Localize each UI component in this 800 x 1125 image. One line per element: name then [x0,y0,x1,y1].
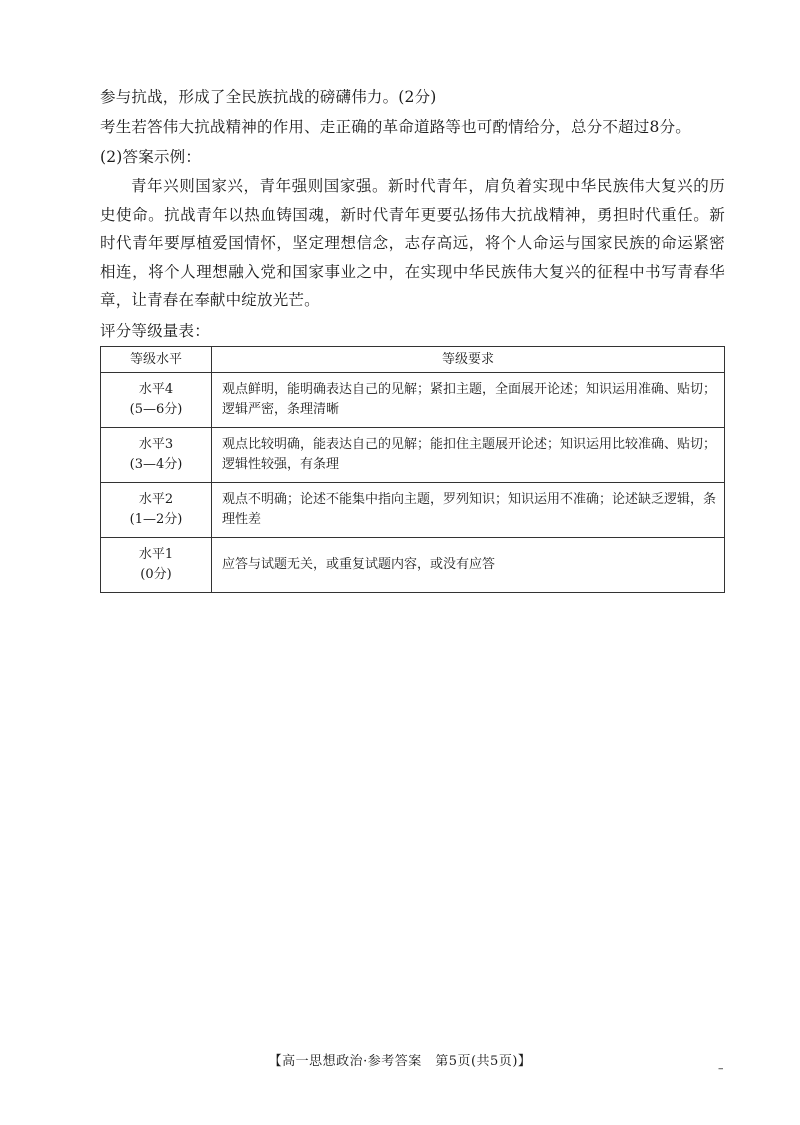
scoring-note: 考生若答伟大抗战精神的作用、走正确的革命道路等也可酌情给分，总分不超过8分。 [100,118,691,136]
answer-example-heading: (2)答案示例： [100,148,202,166]
requirement-cell: 观点比较明确，能表达自己的见解；能扣住主题展开论述；知识运用比较准确、贴切；逻辑性较强，有条理 [212,428,725,483]
level-cell [101,538,212,593]
grading-table [100,346,725,593]
table-row [101,373,725,428]
requirement-cell: 应答与试题无关，或重复试题内容，或没有应答 [212,538,725,593]
level-cell [101,428,212,483]
level-score: (0分) [140,567,172,582]
level-name: 水平4 [138,382,174,397]
level-cell [101,483,212,538]
header-requirement: 等级要求 [212,347,725,373]
level-name: 水平2 [138,492,174,507]
level-score: (3—4分) [129,457,183,472]
level-name: 水平1 [138,547,174,562]
level-score: (5—6分) [129,402,183,417]
table-row [101,428,725,483]
requirement-cell: 观点鲜明，能明确表达自己的见解；紧扣主题，全面展开论述；知识运用准确、贴切；逻辑严密，条理清晰 [212,373,725,428]
table-header-row [101,347,725,373]
corner-mark: – [718,1062,724,1075]
requirement-cell: 观点不明确；论述不能集中指向主题，罗列知识；知识运用不准确；论述缺乏逻辑，条理性差 [212,483,725,538]
table-row [101,538,725,593]
page-footer: 【高一思想政治·参考答案 第5页(共5页)】 [268,1054,532,1069]
answer-line-1: 参与抗战，形成了全民族抗战的磅礴伟力。(2分) [100,88,437,106]
table-row [101,483,725,538]
header-level: 等级水平 [101,347,212,373]
level-cell [101,373,212,428]
table-caption: 评分等级量表： [100,322,210,340]
level-name: 水平3 [138,437,174,452]
essay-paragraph: 青年兴则国家兴，青年强则国家强。新时代青年，肩负着实现中华民族伟大复兴的历史使命。抗战青年以热血铸国魂，新时代青年更要弘扬伟大抗战精神，勇担时代重任。新时代青年要厚植爱国情怀，坚定理想信念，志存高远，将个人命运与国家民族的命运紧密相连，将个人理想融入党和国家事业之中，在实现中华民族伟大复兴的征程中书写青春华章，让青春在奉献中绽放光芒。 [100,177,725,310]
level-score: (1—2分) [129,512,183,527]
